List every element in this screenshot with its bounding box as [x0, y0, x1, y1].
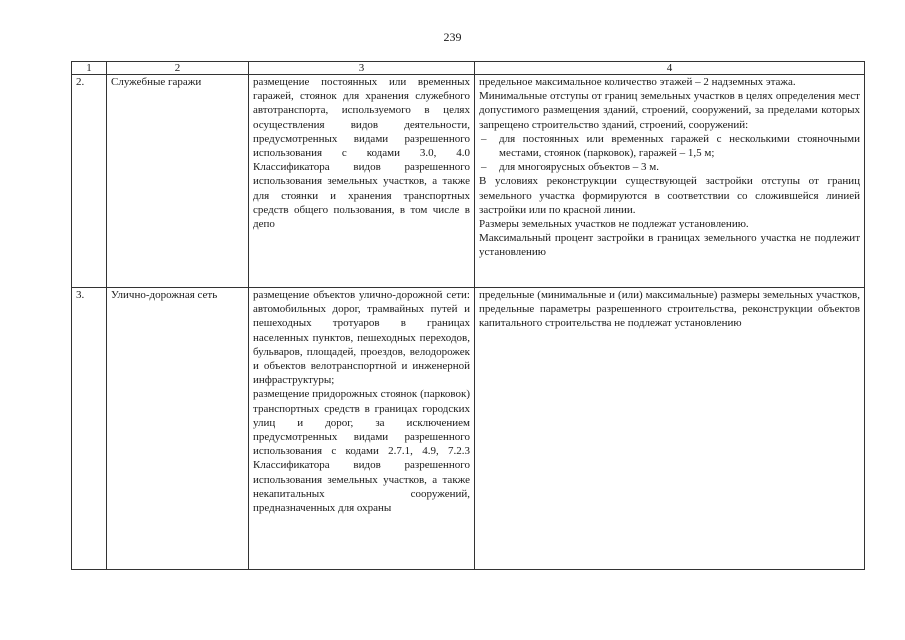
table-header-row	[72, 62, 865, 75]
use-description: размещение придорожных стоянок (парковок) транспортных средств в границах городских улиц и дорог, за исключением предусмотренных видами разрешенного использования с кодами 2.7.1, 4.9, 7.2.3 Классификатора видов разрешенного использования земельных участков, а также некапитальных сооружений, предназначенных для охраны	[253, 388, 470, 515]
header-cell: 3	[249, 62, 475, 75]
parameter-text: Максимальный процент застройки в границах земельного участка не подлежит установлению	[479, 232, 860, 259]
use-type-name: Служебные гаражи	[107, 75, 249, 288]
use-type-name: Улично-дорожная сеть	[107, 288, 249, 570]
row-number: 3.	[72, 288, 107, 570]
header-cell: 1	[72, 62, 107, 75]
regulations-table	[71, 61, 865, 570]
use-description: размещение объектов улично-дорожной сети: автомобильных дорог, трамвайных путей и пешеходных тротуаров в границах населенных пунктов, пешеходных переходов, бульваров, площадей, проездов, велодорожек и объектов велотранспортной и инженерной инфраструктуры;	[253, 289, 470, 387]
use-description-cell	[249, 288, 475, 570]
table-row	[72, 288, 865, 570]
parameter-text: предельные (минимальные и (или) максимальные) размеры земельных участков, предельные параметры разрешенного строительства, реконструкции объектов капитального строительства не подлежат установлению	[479, 289, 860, 330]
header-cell: 2	[107, 62, 249, 75]
parameter-text: Размеры земельных участков не подлежат установлению.	[479, 218, 749, 231]
parameter-list-item: – для многоярусных объектов – 3 м.	[479, 160, 860, 174]
parameters-cell	[475, 75, 865, 288]
parameter-list-item: – для постоянных или временных гаражей с несколькими стояночными местами, стоянок (парковок), гаражей – 1,5 м;	[479, 132, 860, 160]
parameter-text: Минимальные отступы от границ земельных участков в целях определения мест допустимого размещения зданий, строений, сооружений, за пределами которых запрещено строительство зданий, строений, сооружений:	[479, 90, 860, 131]
page-number: 239	[443, 30, 462, 44]
use-description: размещение постоянных или временных гаражей, стоянок для хранения служебного автотранспорта, используемого в целях осуществления видов деятельности, предусмотренных видами разрешенного использования с кодами 3.0, 4.0 Классификатора видов разрешенного использования земельных участков, а также для стоянки и хранения транспортных средств общего пользования, в том числе в депо	[249, 75, 475, 288]
header-cell: 4	[475, 62, 865, 75]
parameters-cell	[475, 288, 865, 570]
parameter-text: предельное максимальное количество этажей – 2 надземных этажа.	[479, 76, 796, 88]
parameter-text: В условиях реконструкции существующей застройки отступы от границ земельного участка формируются в соответствии со сложившейся линией застройки или по красной линии.	[479, 175, 860, 216]
row-number: 2.	[72, 75, 107, 288]
table-row	[72, 75, 865, 288]
